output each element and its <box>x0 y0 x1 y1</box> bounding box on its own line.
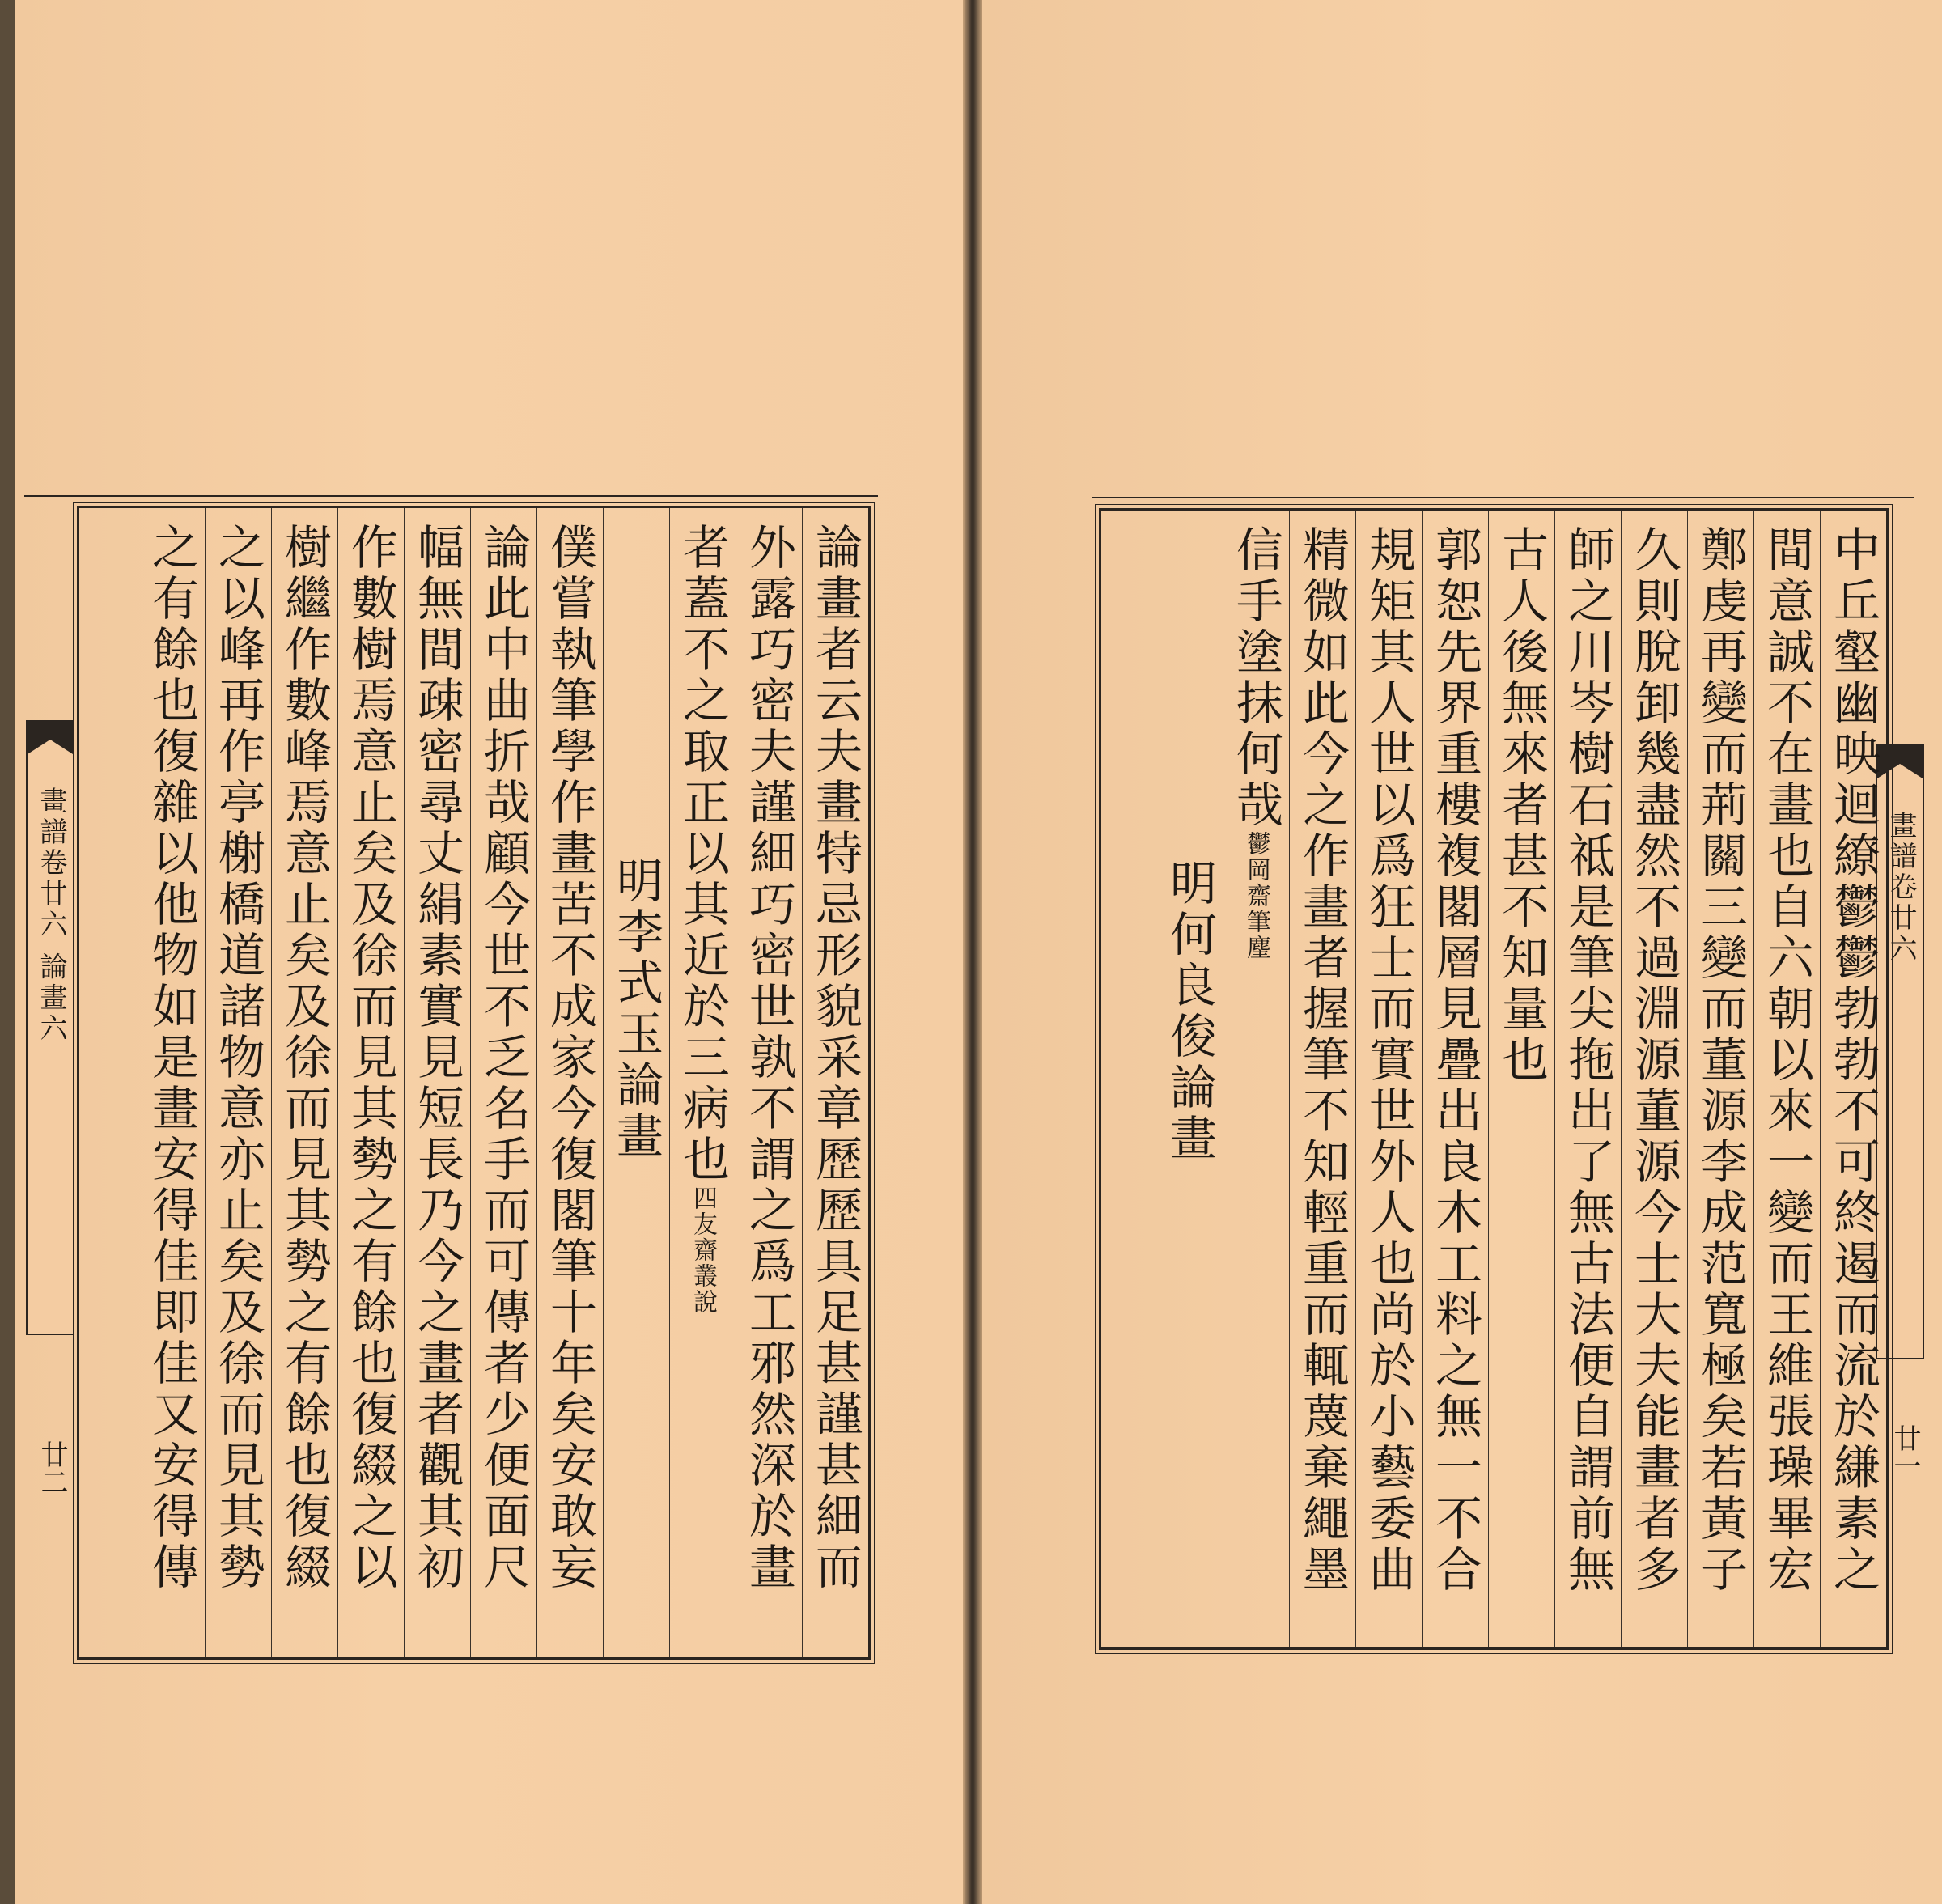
right-fishtail-title: 畫譜卷廿六 <box>1885 811 1917 965</box>
column-text: 明何良俊論畫 <box>1162 859 1217 1164</box>
right-text-block <box>1156 511 1886 1647</box>
source-note: 四友齋叢說 <box>689 1185 717 1315</box>
column-text: 者蓋不之取正以其近於三病也 <box>675 523 730 1185</box>
column-text: 樹繼作數峰焉意止矣及徐而見其勢之有餘也復綴 <box>277 523 332 1593</box>
text-column <box>1753 511 1820 1647</box>
left-folio: 廿二 <box>36 1440 68 1495</box>
text-column <box>1554 511 1621 1647</box>
left-fishtail-section: 論畫六 <box>35 952 67 1045</box>
left-fishtail-title: 畫譜卷廿六 <box>35 787 67 940</box>
text-column <box>1820 511 1886 1647</box>
column-text: 之以峰再作亭榭橋道諸物意亦止矣及徐而見其勢 <box>210 523 265 1593</box>
text-column <box>1156 511 1223 1647</box>
column-text: 間意誠不在畫也自六朝以來一變而王維張璪畢宏 <box>1759 525 1814 1596</box>
column-text: 幅無間疎密尋丈絹素實見短長乃今之畫者觀其初 <box>409 523 464 1593</box>
text-column <box>536 508 603 1657</box>
column-text: 中丘壑幽映迴繚鬱鬱勃勃不可終遏而流於縑素之 <box>1825 525 1881 1596</box>
book-gutter <box>963 0 982 1904</box>
text-column <box>404 508 470 1657</box>
text-column <box>1355 511 1422 1647</box>
column-text: 信手塗抹何哉 <box>1228 525 1283 831</box>
column-text: 精微如此今之作畫者握筆不知輕重而輒蔑棄繩墨 <box>1295 525 1350 1596</box>
text-column <box>736 508 802 1657</box>
right-text-frame <box>1099 508 1889 1650</box>
column-text: 古人後無來者甚不知量也 <box>1494 525 1549 1086</box>
text-column <box>337 508 404 1657</box>
column-text: 論此中曲折哉顧今世不乏名手而可傳者少便面尺 <box>476 523 531 1593</box>
column-text: 僕嘗執筆學作畫苦不成家今復閣筆十年矣安敢妄 <box>542 523 597 1593</box>
text-column <box>603 508 669 1657</box>
left-top-rule <box>24 495 878 497</box>
left-fishtail <box>26 720 74 1335</box>
text-column <box>669 508 736 1657</box>
text-column <box>1289 511 1355 1647</box>
right-top-rule <box>1092 497 1914 498</box>
text-column <box>1488 511 1554 1647</box>
text-column <box>271 508 337 1657</box>
text-column <box>1223 511 1289 1647</box>
text-column <box>470 508 536 1657</box>
column-text: 論畫者云夫畫特忌形貌采章歷歷具足甚謹甚細而 <box>808 523 863 1593</box>
column-text: 久則脫卸幾盡然不過淵源董源今士大夫能畫者多 <box>1626 525 1681 1596</box>
left-text-block <box>138 508 868 1657</box>
right-folio: 廿一 <box>1889 1424 1921 1479</box>
text-column <box>802 508 868 1657</box>
column-text: 規矩其人世以爲狂士而實世外人也尚於小藝委曲 <box>1361 525 1416 1596</box>
left-text-frame <box>77 506 871 1660</box>
text-column <box>1422 511 1488 1647</box>
column-text: 作數樹焉意止矣及徐而見其勢之有餘也復綴之以 <box>343 523 398 1593</box>
text-column <box>1687 511 1753 1647</box>
column-text: 鄭虔再變而荊關三變而董源李成范寬極矣若黃子 <box>1693 525 1748 1596</box>
text-column <box>1621 511 1687 1647</box>
column-text: 明李式玉論畫 <box>608 856 664 1162</box>
column-text: 外露巧密夫謹細巧密世孰不謂之爲工邪然深於畫 <box>741 523 796 1593</box>
column-text: 師之川岑樹石祗是筆尖拖出了無古法便自謂前無 <box>1560 525 1615 1596</box>
fishtail-mark-icon <box>28 722 73 754</box>
text-column <box>138 508 205 1657</box>
source-note: 鬱岡齋筆麈 <box>1242 831 1270 960</box>
column-text: 之有餘也復雜以他物如是畫安得佳即佳又安得傳 <box>144 523 199 1593</box>
text-column <box>205 508 271 1657</box>
column-text: 郭恕先界重樓複閣層見疊出良木工料之無一不合 <box>1427 525 1482 1596</box>
